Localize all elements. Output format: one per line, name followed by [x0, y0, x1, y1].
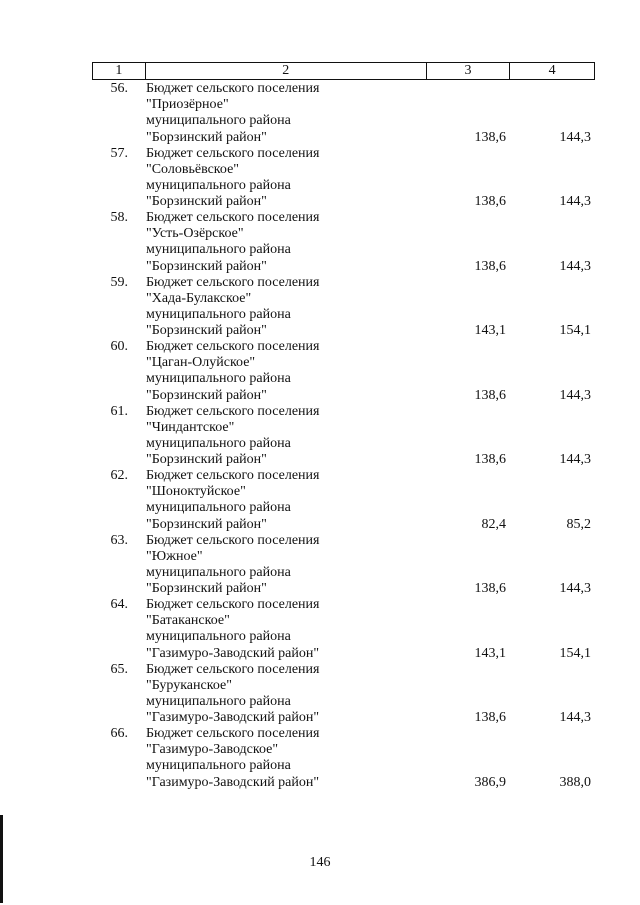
name-line: "Усть-Озёрское" — [146, 226, 244, 242]
header-col-3: 3 — [426, 63, 510, 79]
name-line: "Буруканское" — [146, 677, 232, 693]
budget-name — [146, 81, 319, 146]
value-col-3: 138,6 — [474, 581, 506, 597]
budget-name — [146, 726, 319, 791]
name-line: Бюджет сельского поселения — [146, 468, 320, 483]
name-line: "Газимуро-Заводское" — [146, 742, 279, 758]
name-line: муниципального района — [146, 693, 291, 709]
value-col-4: 85,2 — [566, 516, 591, 532]
name-line: Бюджет сельского поселения — [146, 532, 320, 548]
name-line: Бюджет сельского поселения — [146, 597, 320, 612]
name-line: "Борзинский район" — [146, 581, 267, 597]
name-line: Бюджет сельского поселения — [146, 81, 320, 96]
value-col-4: 144,3 — [559, 194, 591, 210]
budget-name — [146, 275, 319, 340]
value-col-4: 144,3 — [559, 258, 591, 274]
row-number: 63. — [110, 532, 128, 548]
budget-name — [146, 533, 319, 598]
row-number: 59. — [110, 274, 128, 290]
table-body — [92, 81, 595, 791]
name-line: "Газимуро-Заводский район" — [146, 645, 320, 661]
value-col-4: 144,3 — [559, 452, 591, 468]
value-col-4: 144,3 — [559, 710, 591, 726]
table-row — [92, 210, 595, 275]
table-row — [92, 533, 595, 598]
budget-name — [146, 210, 319, 275]
name-line: "Южное" — [146, 548, 203, 564]
value-col-3: 143,1 — [474, 645, 506, 661]
budget-name — [146, 468, 319, 533]
name-line: "Борзинский район" — [146, 452, 267, 468]
name-line: "Соловьёвское" — [146, 161, 239, 177]
row-number: 61. — [110, 403, 128, 419]
header-col-4: 4 — [509, 63, 594, 79]
name-line: муниципального района — [146, 242, 291, 258]
value-col-4: 144,3 — [559, 129, 591, 145]
page-number: 146 — [309, 855, 331, 870]
name-line: Бюджет сельского поселения — [146, 726, 320, 741]
table-header — [92, 62, 595, 80]
name-line: "Борзинский район" — [146, 194, 267, 210]
value-col-3: 138,6 — [474, 387, 506, 403]
name-line: "Борзинский район" — [146, 387, 267, 403]
row-number: 66. — [110, 726, 128, 741]
value-col-4: 154,1 — [559, 323, 591, 339]
row-number: 58. — [110, 210, 128, 225]
name-line: "Борзинский район" — [146, 129, 267, 145]
name-line: "Цаган-Олуйское" — [146, 355, 256, 371]
value-col-4: 144,3 — [559, 387, 591, 403]
value-col-3: 386,9 — [474, 774, 506, 790]
name-line: муниципального района — [146, 500, 291, 516]
name-line: муниципального района — [146, 629, 291, 645]
name-line: "Шоноктуйское" — [146, 484, 246, 500]
name-line: "Приозёрное" — [146, 97, 229, 113]
name-line: Бюджет сельского поселения — [146, 210, 320, 225]
budget-name — [146, 662, 319, 727]
row-number: 60. — [110, 339, 128, 354]
value-col-3: 143,1 — [474, 323, 506, 339]
name-line: Бюджет сельского поселения — [146, 274, 320, 290]
table-row — [92, 662, 595, 727]
table-row — [92, 597, 595, 662]
budget-name — [146, 339, 319, 404]
name-line: Бюджет сельского поселения — [146, 339, 320, 354]
name-line: муниципального района — [146, 306, 291, 322]
name-line: муниципального района — [146, 371, 291, 387]
table-row — [92, 81, 595, 146]
table-row — [92, 339, 595, 404]
budget-name — [146, 404, 319, 469]
table-row — [92, 468, 595, 533]
value-col-3: 82,4 — [481, 516, 506, 532]
header-col-2: 2 — [145, 63, 426, 79]
name-line: муниципального района — [146, 113, 291, 129]
name-line: муниципального района — [146, 177, 291, 193]
value-col-3: 138,6 — [474, 710, 506, 726]
row-number: 56. — [110, 81, 128, 96]
row-number: 64. — [110, 597, 128, 612]
row-number: 65. — [110, 661, 128, 677]
budget-name — [146, 146, 319, 211]
name-line: "Борзинский район" — [146, 258, 267, 274]
name-line: "Батаканское" — [146, 613, 230, 629]
row-number: 57. — [110, 145, 128, 161]
header-col-1: 1 — [115, 63, 123, 78]
value-col-3: 138,6 — [474, 194, 506, 210]
value-col-3: 138,6 — [474, 258, 506, 274]
value-col-4: 388,0 — [559, 774, 591, 790]
row-number: 62. — [110, 468, 128, 483]
name-line: "Борзинский район" — [146, 323, 267, 339]
name-line: муниципального района — [146, 435, 291, 451]
value-col-4: 144,3 — [559, 581, 591, 597]
table-row — [92, 146, 595, 211]
name-line: "Хада-Булакское" — [146, 290, 252, 306]
table-row — [92, 404, 595, 469]
name-line: "Чиндантское" — [146, 419, 235, 435]
name-line: "Газимуро-Заводский район" — [146, 710, 320, 726]
value-col-3: 138,6 — [474, 452, 506, 468]
value-col-4: 154,1 — [559, 645, 591, 661]
name-line: Бюджет сельского поселения — [146, 403, 320, 419]
name-line: "Борзинский район" — [146, 516, 267, 532]
budget-name — [146, 597, 319, 662]
name-line: муниципального района — [146, 758, 291, 774]
name-line: Бюджет сельского поселения — [146, 661, 320, 677]
name-line: Бюджет сельского поселения — [146, 145, 320, 161]
table-row — [92, 726, 595, 791]
name-line: муниципального района — [146, 564, 291, 580]
table-row — [92, 275, 595, 340]
name-line: "Газимуро-Заводский район" — [146, 774, 320, 790]
value-col-3: 138,6 — [474, 129, 506, 145]
